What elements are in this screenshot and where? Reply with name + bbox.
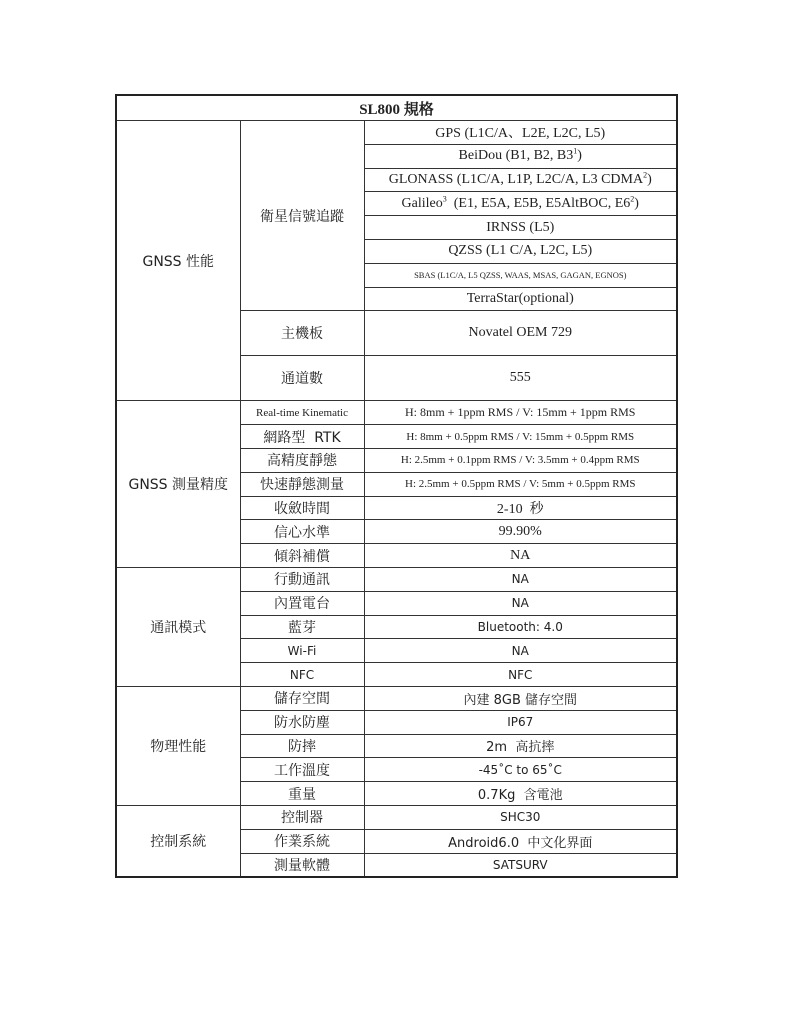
value-controller: SHC30 [364, 805, 677, 829]
value-qzss: QZSS (L1 C/A, L2C, L5) [364, 239, 677, 263]
label-operating-temperature: 工作溫度 [240, 758, 364, 782]
table-row [116, 567, 677, 591]
title-row [116, 95, 677, 121]
spec-table [115, 94, 678, 878]
table-title: SL800 規格 [116, 95, 677, 121]
value-drop-resistance: 2m 高抗摔 [364, 734, 677, 758]
value-cellular: NA [364, 567, 677, 591]
table-row [116, 805, 677, 829]
label-convergence-time: 收斂時間 [240, 496, 364, 520]
category-physical: 物理性能 [116, 686, 240, 805]
table-row [116, 401, 677, 425]
label-controller: 控制器 [240, 805, 364, 829]
value-rtk: H: 8mm + 1ppm RMS / V: 15mm + 1ppm RMS [364, 401, 677, 425]
value-fast-static: H: 2.5mm + 0.5ppm RMS / V: 5mm + 0.5ppm RMS [364, 472, 677, 496]
value-channels: 555 [364, 356, 677, 401]
label-satellite-tracking: 衛星信號追蹤 [240, 121, 364, 311]
label-drop-resistance: 防摔 [240, 734, 364, 758]
label-channels: 通道數 [240, 356, 364, 401]
value-gps: GPS (L1C/A、L2E, L2C, L5) [364, 121, 677, 145]
value-tilt-compensation: NA [364, 544, 677, 568]
label-network-rtk: 網路型 RTK [240, 425, 364, 449]
value-terrastar: TerraStar(optional) [364, 287, 677, 311]
category-control: 控制系統 [116, 805, 240, 876]
value-convergence-time: 2-10 秒 [364, 496, 677, 520]
label-waterproof: 防水防塵 [240, 710, 364, 734]
label-operating-system: 作業系統 [240, 829, 364, 853]
value-sbas: SBAS (L1C/A, L5 QZSS, WAAS, MSAS, GAGAN, EGNOS) [364, 263, 677, 287]
value-network-rtk: H: 8mm + 0.5ppm RMS / V: 15mm + 0.5ppm RMS [364, 425, 677, 449]
label-confidence-level: 信心水準 [240, 520, 364, 544]
label-storage: 儲存空間 [240, 686, 364, 710]
label-bluetooth: 藍芽 [240, 615, 364, 639]
value-internal-radio: NA [364, 591, 677, 615]
label-rtk: Real-time Kinematic [240, 401, 364, 425]
value-high-precision-static: H: 2.5mm + 0.1ppm RMS / V: 3.5mm + 0.4ppm RMS [364, 448, 677, 472]
value-weight: 0.7Kg 含電池 [364, 782, 677, 806]
value-storage: 內建 8GB 儲存空間 [364, 686, 677, 710]
category-gnss-accuracy: GNSS 測量精度 [116, 401, 240, 568]
category-gnss-performance: GNSS 性能 [116, 121, 240, 401]
table-row [116, 686, 677, 710]
value-bluetooth: Bluetooth: 4.0 [364, 615, 677, 639]
label-weight: 重量 [240, 782, 364, 806]
label-internal-radio: 內置電台 [240, 591, 364, 615]
value-galileo: Galileo$^3$ (E1, E5A, E5B, E5AltBOC, $E6^2$) [364, 192, 677, 216]
label-nfc: NFC [240, 663, 364, 687]
value-waterproof: IP67 [364, 710, 677, 734]
category-communication: 通訊模式 [116, 567, 240, 686]
label-wifi: Wi-Fi [240, 639, 364, 663]
label-fast-static: 快速靜態測量 [240, 472, 364, 496]
value-confidence-level: 99.90% [364, 520, 677, 544]
label-tilt-compensation: 傾斜補償 [240, 544, 364, 568]
value-operating-temperature: -45˚C to 65˚C [364, 758, 677, 782]
value-glonass: GLONASS (L1C/A, L1P, L2C/A, L3 CDMA$^2$) [364, 168, 677, 192]
value-mainboard: Novatel OEM 729 [364, 311, 677, 356]
label-mainboard: 主機板 [240, 311, 364, 356]
label-high-precision-static: 高精度靜態 [240, 448, 364, 472]
value-beidou: BeiDou (B1, B2, $B3^1$) [364, 144, 677, 168]
label-cellular: 行動通訊 [240, 567, 364, 591]
value-irnss: IRNSS (L5) [364, 216, 677, 240]
value-nfc: NFC [364, 663, 677, 687]
value-survey-software: SATSURV [364, 853, 677, 877]
table-row [116, 121, 677, 145]
label-survey-software: 測量軟體 [240, 853, 364, 877]
value-operating-system: Android6.0 中文化界面 [364, 829, 677, 853]
value-wifi: NA [364, 639, 677, 663]
